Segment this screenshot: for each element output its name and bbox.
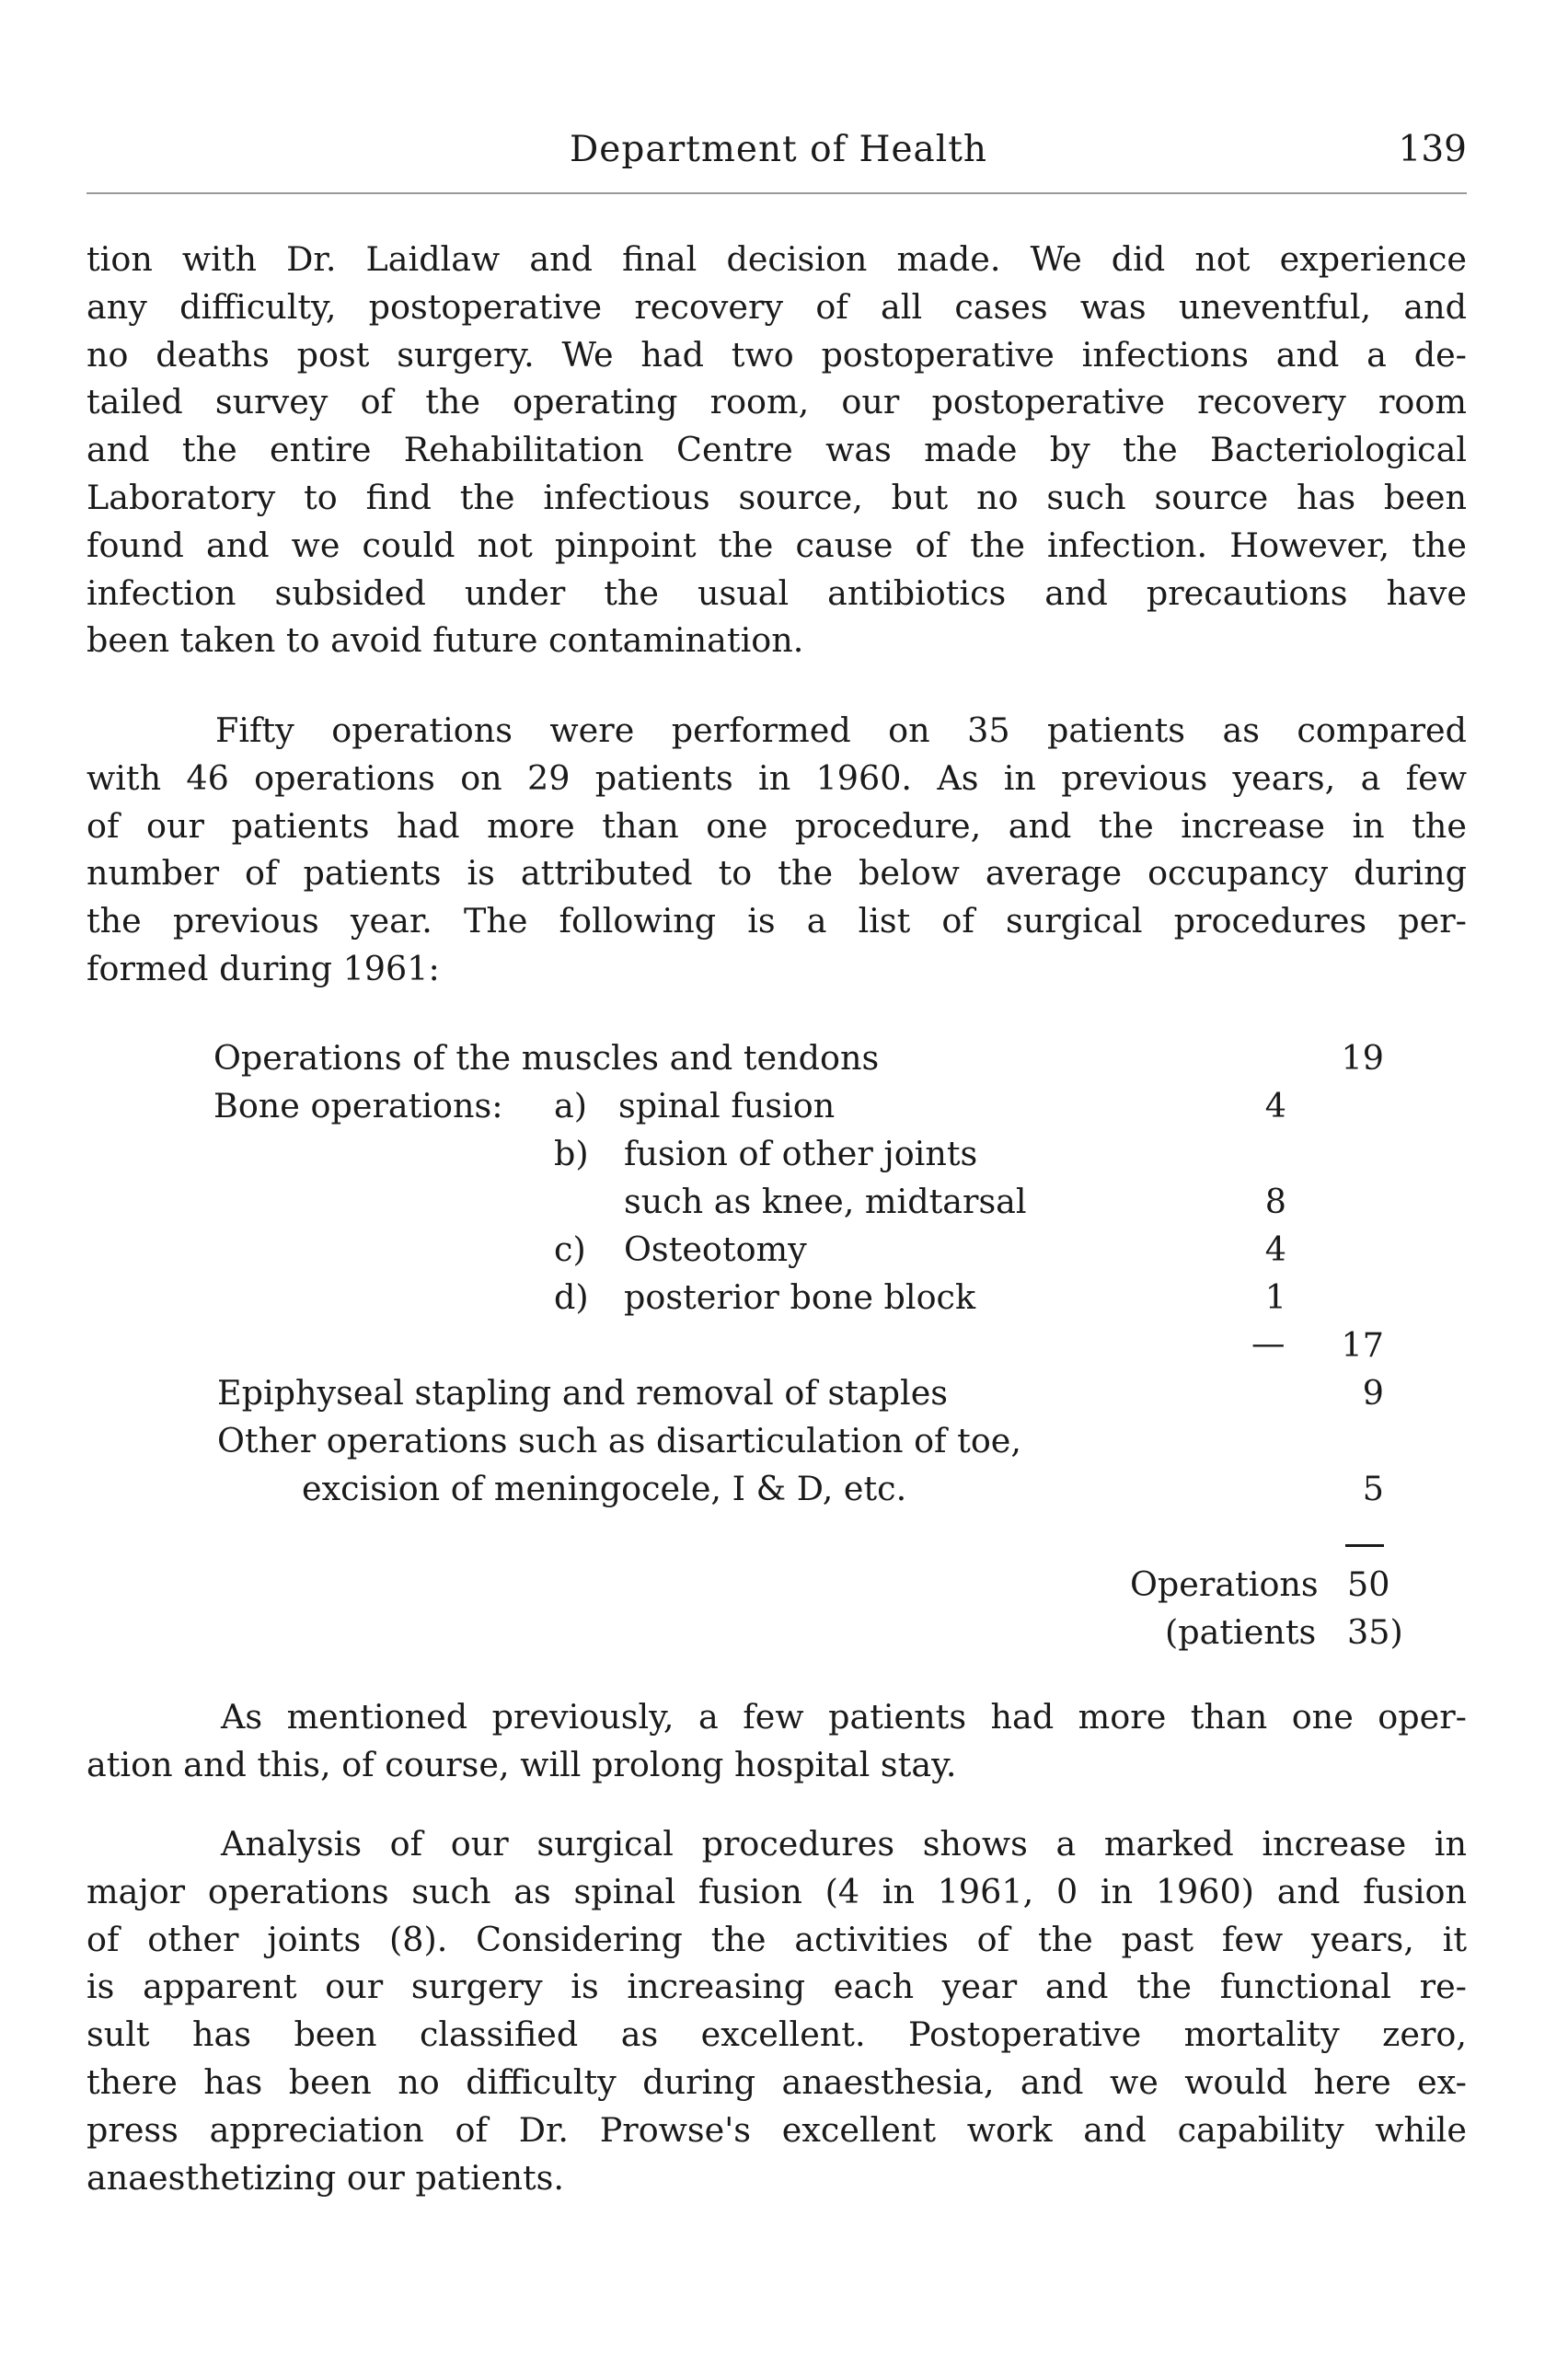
item-count: 1 bbox=[1264, 1277, 1286, 1317]
other-label-continued: excision of meningocele, I & D, etc. bbox=[302, 1469, 907, 1508]
text-line: found and we could not pinpoint the cause of the infection. However, the bbox=[86, 525, 1467, 565]
patients-total-label: (patients bbox=[1165, 1612, 1317, 1652]
text-line: Laboratory to find the infectious source, but no such source has been bbox=[86, 477, 1467, 517]
text-line: of other joints (8). Considering the activities of the past few years, it bbox=[86, 1919, 1467, 1959]
header-title: Department of Health bbox=[570, 129, 988, 170]
item-letter: d) bbox=[554, 1277, 589, 1317]
text-line: the previous year. The following is a list of surgical procedures per- bbox=[86, 901, 1467, 941]
subtotal-dash: — bbox=[1251, 1323, 1286, 1363]
total-rule bbox=[1345, 1544, 1384, 1547]
item-text: fusion of other joints bbox=[624, 1134, 978, 1173]
text-line: of our patients had more than one procedure, and the increase in the bbox=[86, 805, 1467, 846]
text-line: number of patients is attributed to the below average occupancy during bbox=[86, 853, 1467, 894]
item-count: 8 bbox=[1264, 1182, 1286, 1221]
other-label: Other operations such as disarticulation of toe, bbox=[217, 1421, 1022, 1460]
paragraph-3 bbox=[86, 1693, 1467, 1789]
item-text-continued: such as knee, midtarsal bbox=[624, 1182, 1027, 1221]
muscles-label: Operations of the muscles and tendons bbox=[213, 1038, 880, 1078]
patients-total-value: 35) bbox=[1347, 1612, 1403, 1652]
page-number: 139 bbox=[1398, 129, 1467, 170]
text-line: there has been no difficulty during anaesthesia, and we would here ex- bbox=[86, 2061, 1467, 2102]
bone-total: 17 bbox=[1341, 1325, 1384, 1365]
text-line: any difficulty, postoperative recovery of all cases was uneventful, and bbox=[86, 286, 1467, 327]
item-text: Osteotomy bbox=[624, 1229, 807, 1269]
text-line: infection subsided under the usual antibiotics and precautions have bbox=[86, 572, 1467, 613]
text-line: been taken to avoid future contamination. bbox=[86, 620, 804, 661]
paragraph-4 bbox=[86, 1820, 1467, 2201]
item-count: 4 bbox=[1264, 1229, 1286, 1269]
text-line: sult has been classified as excellent. Postoperative mortality zero, bbox=[86, 2014, 1467, 2055]
other-total: 5 bbox=[1362, 1469, 1384, 1508]
text-line: tion with Dr. Laidlaw and final decision made. We did not experience bbox=[86, 239, 1467, 279]
epiphyseal-total: 9 bbox=[1362, 1373, 1384, 1413]
text-line: ation and this, of course, will prolong hospital stay. bbox=[86, 1744, 957, 1784]
bone-label: Bone operations: bbox=[213, 1086, 503, 1125]
item-text: spinal fusion bbox=[618, 1086, 836, 1125]
text-line: press appreciation of Dr. Prowse's excellent work and capability while bbox=[86, 2109, 1467, 2150]
text-line: As mentioned previously, a few patients had more than one oper- bbox=[221, 1697, 1467, 1737]
text-line: anaesthetizing our patients. bbox=[86, 2157, 564, 2198]
item-letter: a) bbox=[554, 1086, 588, 1125]
text-line: no deaths post surgery. We had two postoperative infections and a de- bbox=[86, 334, 1467, 375]
muscles-total: 19 bbox=[1341, 1038, 1384, 1078]
text-line: tailed survey of the operating room, our postoperative recovery room bbox=[86, 382, 1467, 422]
text-line: major operations such as spinal fusion (4 in 1961, 0 in 1960) and fusion bbox=[86, 1871, 1467, 1911]
text-line: with 46 operations on 29 patients in 1960. As in previous years, a few bbox=[86, 757, 1467, 798]
item-count: 4 bbox=[1264, 1086, 1286, 1125]
text-line: Fifty operations were performed on 35 patients as compared bbox=[215, 710, 1467, 750]
operations-total-label: Operations bbox=[1130, 1564, 1319, 1604]
epiphyseal-label: Epiphyseal stapling and removal of staples bbox=[217, 1373, 949, 1413]
text-line: Analysis of our surgical procedures shows a marked increase in bbox=[221, 1824, 1467, 1864]
text-line: and the entire Rehabilitation Centre was made by the Bacteriological bbox=[86, 430, 1467, 470]
item-text: posterior bone block bbox=[624, 1277, 976, 1317]
item-letter: c) bbox=[554, 1229, 586, 1269]
text-line: is apparent our surgery is increasing each year and the functional re- bbox=[86, 1967, 1467, 2007]
item-letter: b) bbox=[554, 1134, 589, 1173]
operations-total-value: 50 bbox=[1347, 1564, 1390, 1604]
text-line: formed during 1961: bbox=[86, 948, 440, 988]
